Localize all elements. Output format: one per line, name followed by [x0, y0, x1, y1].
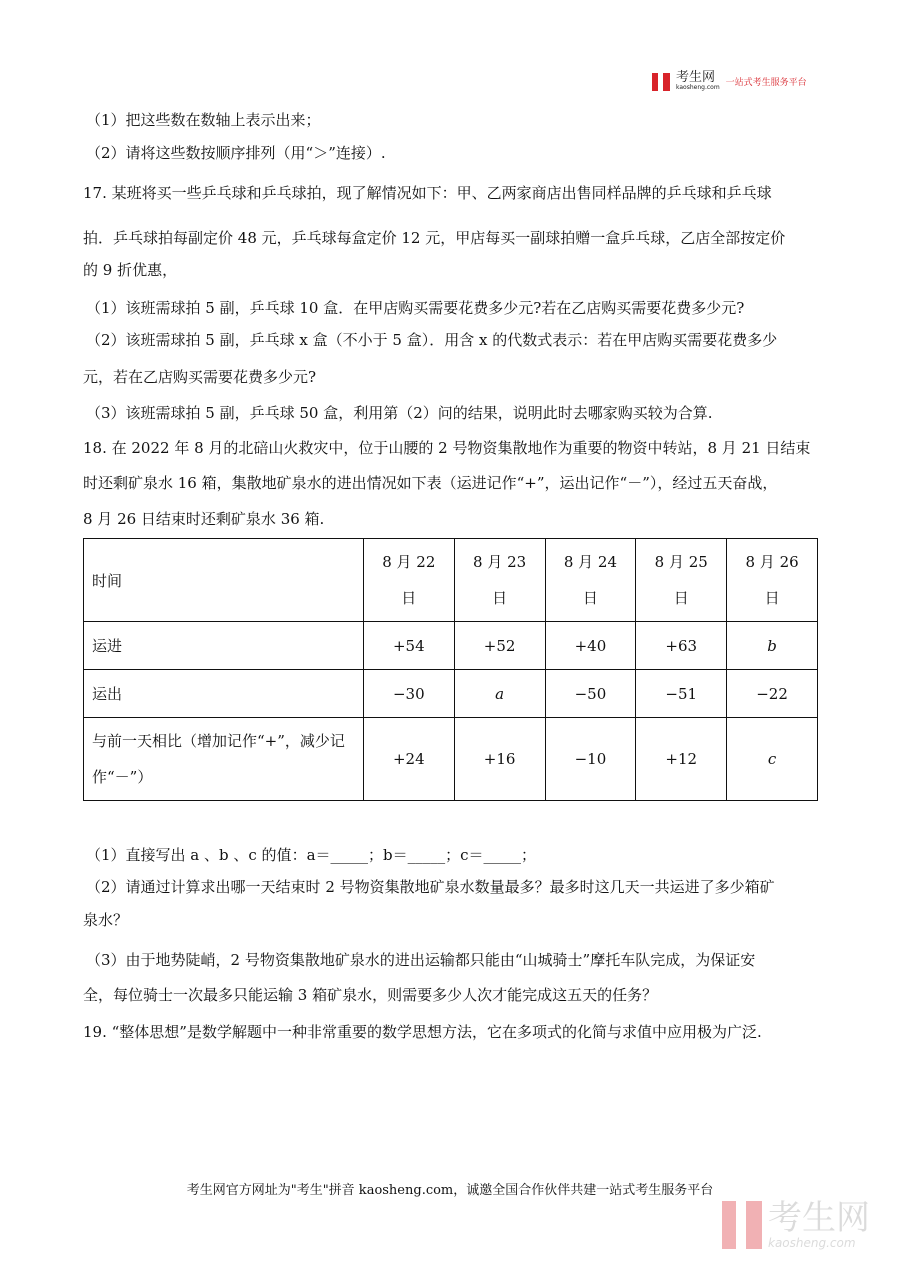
- table-row: [84, 622, 818, 670]
- text-line: 元，若在乙店购买需要花费多少元?: [83, 368, 317, 386]
- table-cell: +12: [636, 718, 727, 801]
- text-line: （3）该班需球拍 5 副，乒乓球 50 盒，利用第（2）问的结果，说明此时去哪家购买较为合算.: [86, 404, 713, 422]
- watermark-logo-icon: [722, 1201, 762, 1249]
- header-logo: [652, 72, 807, 91]
- text-line: 泉水？: [83, 911, 129, 929]
- table-cell: +54: [363, 622, 454, 670]
- logo-slogan: 一站式考生服务平台: [725, 78, 807, 88]
- table-cell: −10: [545, 718, 636, 801]
- water-table: [83, 538, 818, 801]
- table-cell: 时间: [84, 539, 364, 622]
- table-cell: +24: [363, 718, 454, 801]
- table-cell: −51: [636, 670, 727, 718]
- table-cell: 运进: [84, 622, 364, 670]
- text-line: （2）该班需球拍 5 副，乒乓球 x 盒（不小于 5 盒）．用含 x 的代数式表示：若在甲店购买需要花费多少: [86, 331, 778, 349]
- table-cell: −22: [727, 670, 818, 718]
- table-cell: a: [454, 670, 545, 718]
- watermark-domain: kaosheng.com: [768, 1236, 856, 1250]
- table-cell: 8 月 26 日: [727, 539, 818, 622]
- question-19: 19. “整体思想”是数学解题中一种非常重要的数学思想方法，它在多项式的化简与求值中应用极为广泛.: [83, 1023, 762, 1041]
- table-cell: +52: [454, 622, 545, 670]
- table-cell: 8 月 22 日: [363, 539, 454, 622]
- text-line: （2）请将这些数按顺序排列（用“＞”连接）.: [86, 144, 386, 162]
- table-cell: +16: [454, 718, 545, 801]
- text-line: 时还剩矿泉水 16 箱，集散地矿泉水的进出情况如下表（运进记作“+”，运出记作“－”），经过五天奋战，: [83, 474, 778, 492]
- table-cell: +40: [545, 622, 636, 670]
- table-header-row: [84, 539, 818, 622]
- watermark-name: 考生网: [768, 1198, 870, 1238]
- question-18: 18. 在 2022 年 8 月的北碚山火救灾中，位于山腰的 2 号物资集散地作为重要的物资中转站，8 月 21 日结束: [83, 439, 811, 457]
- table-cell: 8 月 23 日: [454, 539, 545, 622]
- text-line: （3）由于地势陡峭，2 号物资集散地矿泉水的进出运输都只能由“山城骑士”摩托车队完成，为保证安: [86, 951, 756, 969]
- text-line: （1）直接写出 a 、b 、c 的值：a＝_____；b＝_____；c＝_____；: [86, 846, 537, 864]
- text-line: （1）该班需球拍 5 副，乒乓球 10 盒．在甲店购买需要花费多少元?若在乙店购买需要花费多少元?: [86, 299, 745, 317]
- page-footer: 考生网官方网址为"考生"拼音 kaosheng.com，诚邀全国合作伙伴共建一站式考生服务平台: [186, 1183, 714, 1198]
- text-line: 的 9 折优惠，: [83, 261, 178, 279]
- logo-name: 考生网: [676, 70, 716, 85]
- table-cell: 8 月 24 日: [545, 539, 636, 622]
- table-cell: c: [727, 718, 818, 801]
- table-cell: −50: [545, 670, 636, 718]
- logo-domain: kaosheng.com: [676, 84, 720, 91]
- table-row: [84, 670, 818, 718]
- table-cell: 与前一天相比（增加记作“+”，减少记作“－”）: [84, 718, 364, 801]
- question-17: 17. 某班将买一些乒乓球和乒乓球拍，现了解情况如下：甲、乙两家商店出售同样品牌的乒乓球和乒乓球: [83, 184, 772, 202]
- text-line: （1）把这些数在数轴上表示出来；: [86, 111, 321, 129]
- text-line: 8 月 26 日结束时还剩矿泉水 36 箱.: [83, 510, 325, 528]
- table-cell: 8 月 25 日: [636, 539, 727, 622]
- text-line: 全，每位骑士一次最多只能运输 3 箱矿泉水，则需要多少人次才能完成这五天的任务？: [83, 986, 658, 1004]
- table-cell: b: [727, 622, 818, 670]
- table-cell: −30: [363, 670, 454, 718]
- table-cell: +63: [636, 622, 727, 670]
- table-cell: 运出: [84, 670, 364, 718]
- text-line: 拍．乒乓球拍每副定价 48 元，乒乓球每盒定价 12 元，甲店每买一副球拍赠一盒乒乓球，乙店全部按定价: [83, 229, 786, 247]
- logo-icon: [652, 73, 670, 91]
- text-line: （2）请通过计算求出哪一天结束时 2 号物资集散地矿泉水数量最多？最多时这几天一共运进了多少箱矿: [86, 878, 775, 896]
- table-row: [84, 718, 818, 801]
- watermark: [722, 1200, 870, 1250]
